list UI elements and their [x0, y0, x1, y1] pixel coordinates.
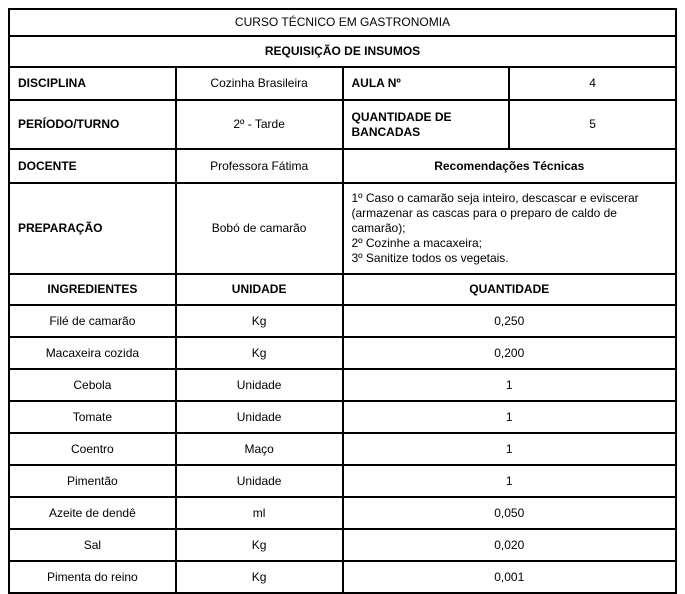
- recomendacoes-notes: [343, 183, 677, 274]
- ingredient-unit: Maço: [176, 433, 343, 465]
- ingredient-unit: Kg: [176, 337, 343, 369]
- ingredient-qty: 1: [343, 465, 677, 497]
- ingredient-name: Sal: [9, 529, 176, 561]
- disciplina-row: [9, 67, 676, 100]
- ingredient-name: Macaxeira cozida: [9, 337, 176, 369]
- ingredient-name: Azeite de dendê: [9, 497, 176, 529]
- ingredient-row: [9, 465, 676, 497]
- ingredient-qty: 0,250: [343, 305, 677, 337]
- ingredients-header-row: [9, 274, 676, 305]
- docente-row: [9, 149, 676, 183]
- ingredient-row: [9, 497, 676, 529]
- ingredient-unit: Unidade: [176, 401, 343, 433]
- quantidade-header: QUANTIDADE: [343, 274, 677, 305]
- form-title: REQUISIÇÃO DE INSUMOS: [9, 36, 676, 67]
- ingredient-qty: 0,200: [343, 337, 677, 369]
- subtitle-row: [9, 36, 676, 67]
- ingredient-name: Coentro: [9, 433, 176, 465]
- recomendacao-step-2: 2º Cozinhe a macaxeira;: [351, 236, 482, 250]
- disciplina-value: Cozinha Brasileira: [176, 67, 343, 100]
- bancadas-label: QUANTIDADE DE BANCADAS: [343, 100, 510, 149]
- disciplina-label: DISCIPLINA: [9, 67, 176, 100]
- ingredient-row: [9, 369, 676, 401]
- ingredient-qty: 0,050: [343, 497, 677, 529]
- ingredient-row: [9, 401, 676, 433]
- title-row: [9, 9, 676, 36]
- ingredient-name: Tomate: [9, 401, 176, 433]
- preparacao-label: PREPARAÇÃO: [9, 183, 176, 274]
- ingredients-header: INGREDIENTES: [9, 274, 176, 305]
- ingredient-row: [9, 305, 676, 337]
- ingredient-unit: Unidade: [176, 465, 343, 497]
- ingredient-unit: Kg: [176, 529, 343, 561]
- ingredient-unit: Kg: [176, 561, 343, 593]
- periodo-label: PERÍODO/TURNO: [9, 100, 176, 149]
- ingredient-row: [9, 529, 676, 561]
- recomendacao-step-3: 3º Sanitize todos os vegetais.: [351, 251, 509, 265]
- docente-value: Professora Fátima: [176, 149, 343, 183]
- preparacao-value: Bobó de camarão: [176, 183, 343, 274]
- ingredient-qty: 0,001: [343, 561, 677, 593]
- aula-label: AULA Nº: [343, 67, 510, 100]
- ingredient-qty: 1: [343, 369, 677, 401]
- periodo-row: [9, 100, 676, 149]
- ingredient-name: Filé de camarão: [9, 305, 176, 337]
- unidade-header: UNIDADE: [176, 274, 343, 305]
- ingredient-row: [9, 561, 676, 593]
- docente-label: DOCENTE: [9, 149, 176, 183]
- ingredient-row: [9, 337, 676, 369]
- ingredient-name: Cebola: [9, 369, 176, 401]
- ingredient-qty: 1: [343, 401, 677, 433]
- aula-value: 4: [509, 67, 676, 100]
- requisition-table: [8, 8, 677, 594]
- periodo-value: 2º - Tarde: [176, 100, 343, 149]
- ingredient-qty: 1: [343, 433, 677, 465]
- ingredient-unit: Kg: [176, 305, 343, 337]
- ingredient-name: Pimentão: [9, 465, 176, 497]
- ingredient-name: Pimenta do reino: [9, 561, 176, 593]
- recomendacao-step-1: 1º Caso o camarão seja inteiro, descascar e eviscerar (armazenar as cascas para o preparo de caldo de camarão);: [351, 191, 639, 235]
- bancadas-value: 5: [509, 100, 676, 149]
- course-title: CURSO TÉCNICO EM GASTRONOMIA: [9, 9, 676, 36]
- preparacao-row: [9, 183, 676, 274]
- ingredient-unit: ml: [176, 497, 343, 529]
- ingredient-row: [9, 433, 676, 465]
- ingredient-qty: 0,020: [343, 529, 677, 561]
- ingredient-unit: Unidade: [176, 369, 343, 401]
- recomendacoes-header: Recomendações Técnicas: [343, 149, 677, 183]
